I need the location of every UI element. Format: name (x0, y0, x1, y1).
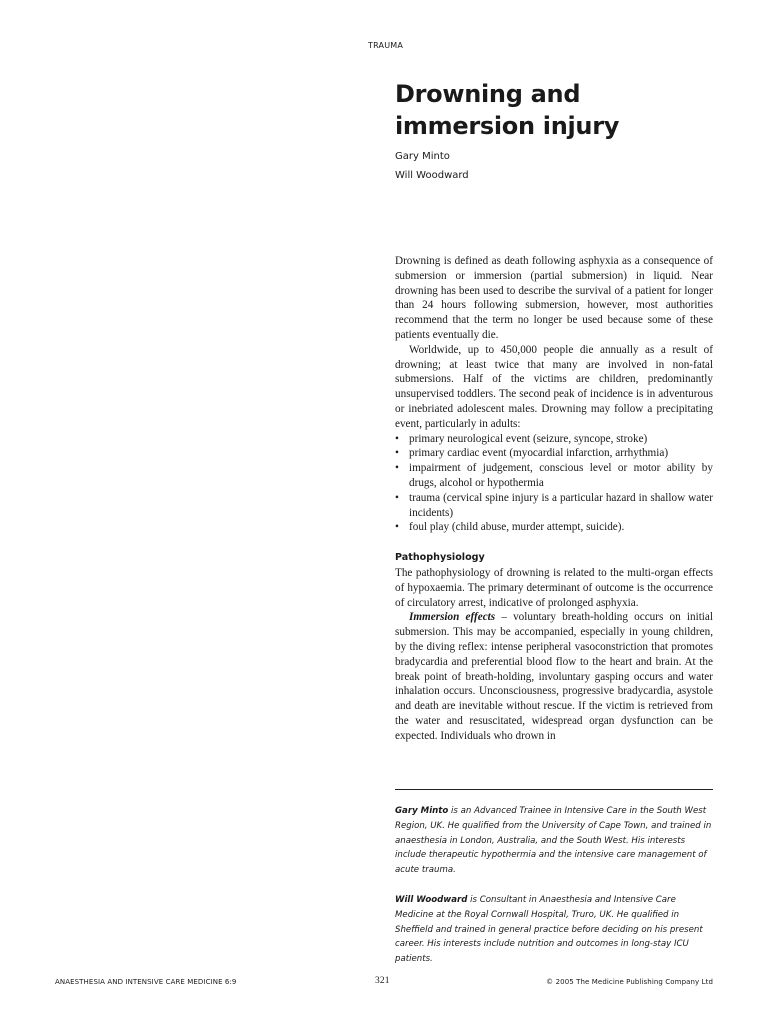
list-item-text: primary cardiac event (myocardial infarction, arrhythmia) (409, 447, 669, 460)
paragraph-text: – voluntary breath-holding occurs on initial submersion. This may be accompanied, especially in young children, by the diving reflex: intense peripheral vasoconstriction that promotes bradycardia and preferential blood flow to the heart and brain. At the break point of breath-holding, involuntary gasping occurs and water inhalation occurs. Unconsciousness, progressive bradycardia, asystole and death are inevitable without rescue. If the victim is retrieved from the water and resuscitated, widespread organ dysfunction can be expected. Individuals who drown in (395, 611, 713, 742)
bullet-icon: • (395, 462, 399, 475)
author-name: Will Woodward (395, 170, 469, 181)
bio-text: is Consultant in Anaesthesia and Intensive Care Medicine at the Royal Cornwall Hospital, Truro, UK. He qualified in Sheffield and trained in general practice before deciding on his present career. His interests include nutrition and outcomes in long-stay ICU patients. (395, 895, 703, 965)
paragraph: Worldwide, up to 450,000 people die annually as a result of drowning; at least twice that many are involved in non-fatal submersions. Half of the victims are children, predominantly unsupervised toddlers. The second peak of incidence is in adventurous or inebriated adolescent males. Drowning may follow a precipitating event, particularly in adults: (395, 343, 713, 430)
list-item (395, 461, 713, 491)
article-body (395, 254, 713, 744)
paragraph: The pathophysiology of drowning is related to the multi-organ effects of hypoxaemia. The primary determinant of outcome is the occurrence of circulatory arrest, indicative of prolonged asphyxia. (395, 566, 713, 609)
section-label: TRAUMA (368, 41, 404, 50)
bullet-list (395, 432, 713, 536)
author-bio (395, 804, 713, 878)
section-heading: Pathophysiology (395, 552, 485, 564)
divider (395, 789, 713, 790)
list-item (395, 520, 713, 535)
run-in-heading: Immersion effects (409, 611, 496, 624)
paragraph: Drowning is defined as death following asphyxia as a consequence of submersion or immersion (partial submersion) in liquid. Near drowning has been used to describe the survival of a patient for longer than 24 hours following submersion, however, most authorities recommend that the term no longer be used because some of these patients eventually die. (395, 255, 713, 341)
list-item (395, 446, 713, 461)
list-item-text: trauma (cervical spine injury is a particular hazard in shallow water incidents) (409, 491, 713, 519)
list-item-text: primary neurological event (seizure, syncope, stroke) (409, 432, 648, 445)
bio-text: is an Advanced Trainee in Intensive Care in the South West Region, UK. He qualified from the University of Cape Town, and trained in anaesthesia in London, Australia, and the South West. His interests include therapeutic hypothermia and the intensive care management of acute trauma. (395, 806, 712, 876)
list-item-text: impairment of judgement, conscious level or motor ability by drugs, alcohol or hypothermia (409, 462, 713, 489)
author-name: Gary Minto (395, 151, 450, 162)
bio-name: Gary Minto (395, 806, 449, 816)
page-number: 321 (375, 976, 390, 986)
bullet-icon: • (395, 521, 399, 534)
list-item (395, 432, 713, 447)
author-bio (395, 893, 713, 967)
journal-citation: ANAESTHESIA AND INTENSIVE CARE MEDICINE 6:9 (55, 978, 237, 986)
copyright: © 2005 The Medicine Publishing Company Ltd (546, 978, 713, 986)
bullet-icon: • (395, 447, 399, 460)
list-item (395, 491, 713, 521)
bio-name: Will Woodward (395, 895, 468, 905)
bullet-icon: • (395, 491, 399, 504)
paragraph (395, 610, 713, 743)
list-item-text: foul play (child abuse, murder attempt, suicide). (409, 521, 625, 534)
bullet-icon: • (395, 432, 399, 445)
article-title: Drowning and immersion injury (395, 80, 620, 140)
